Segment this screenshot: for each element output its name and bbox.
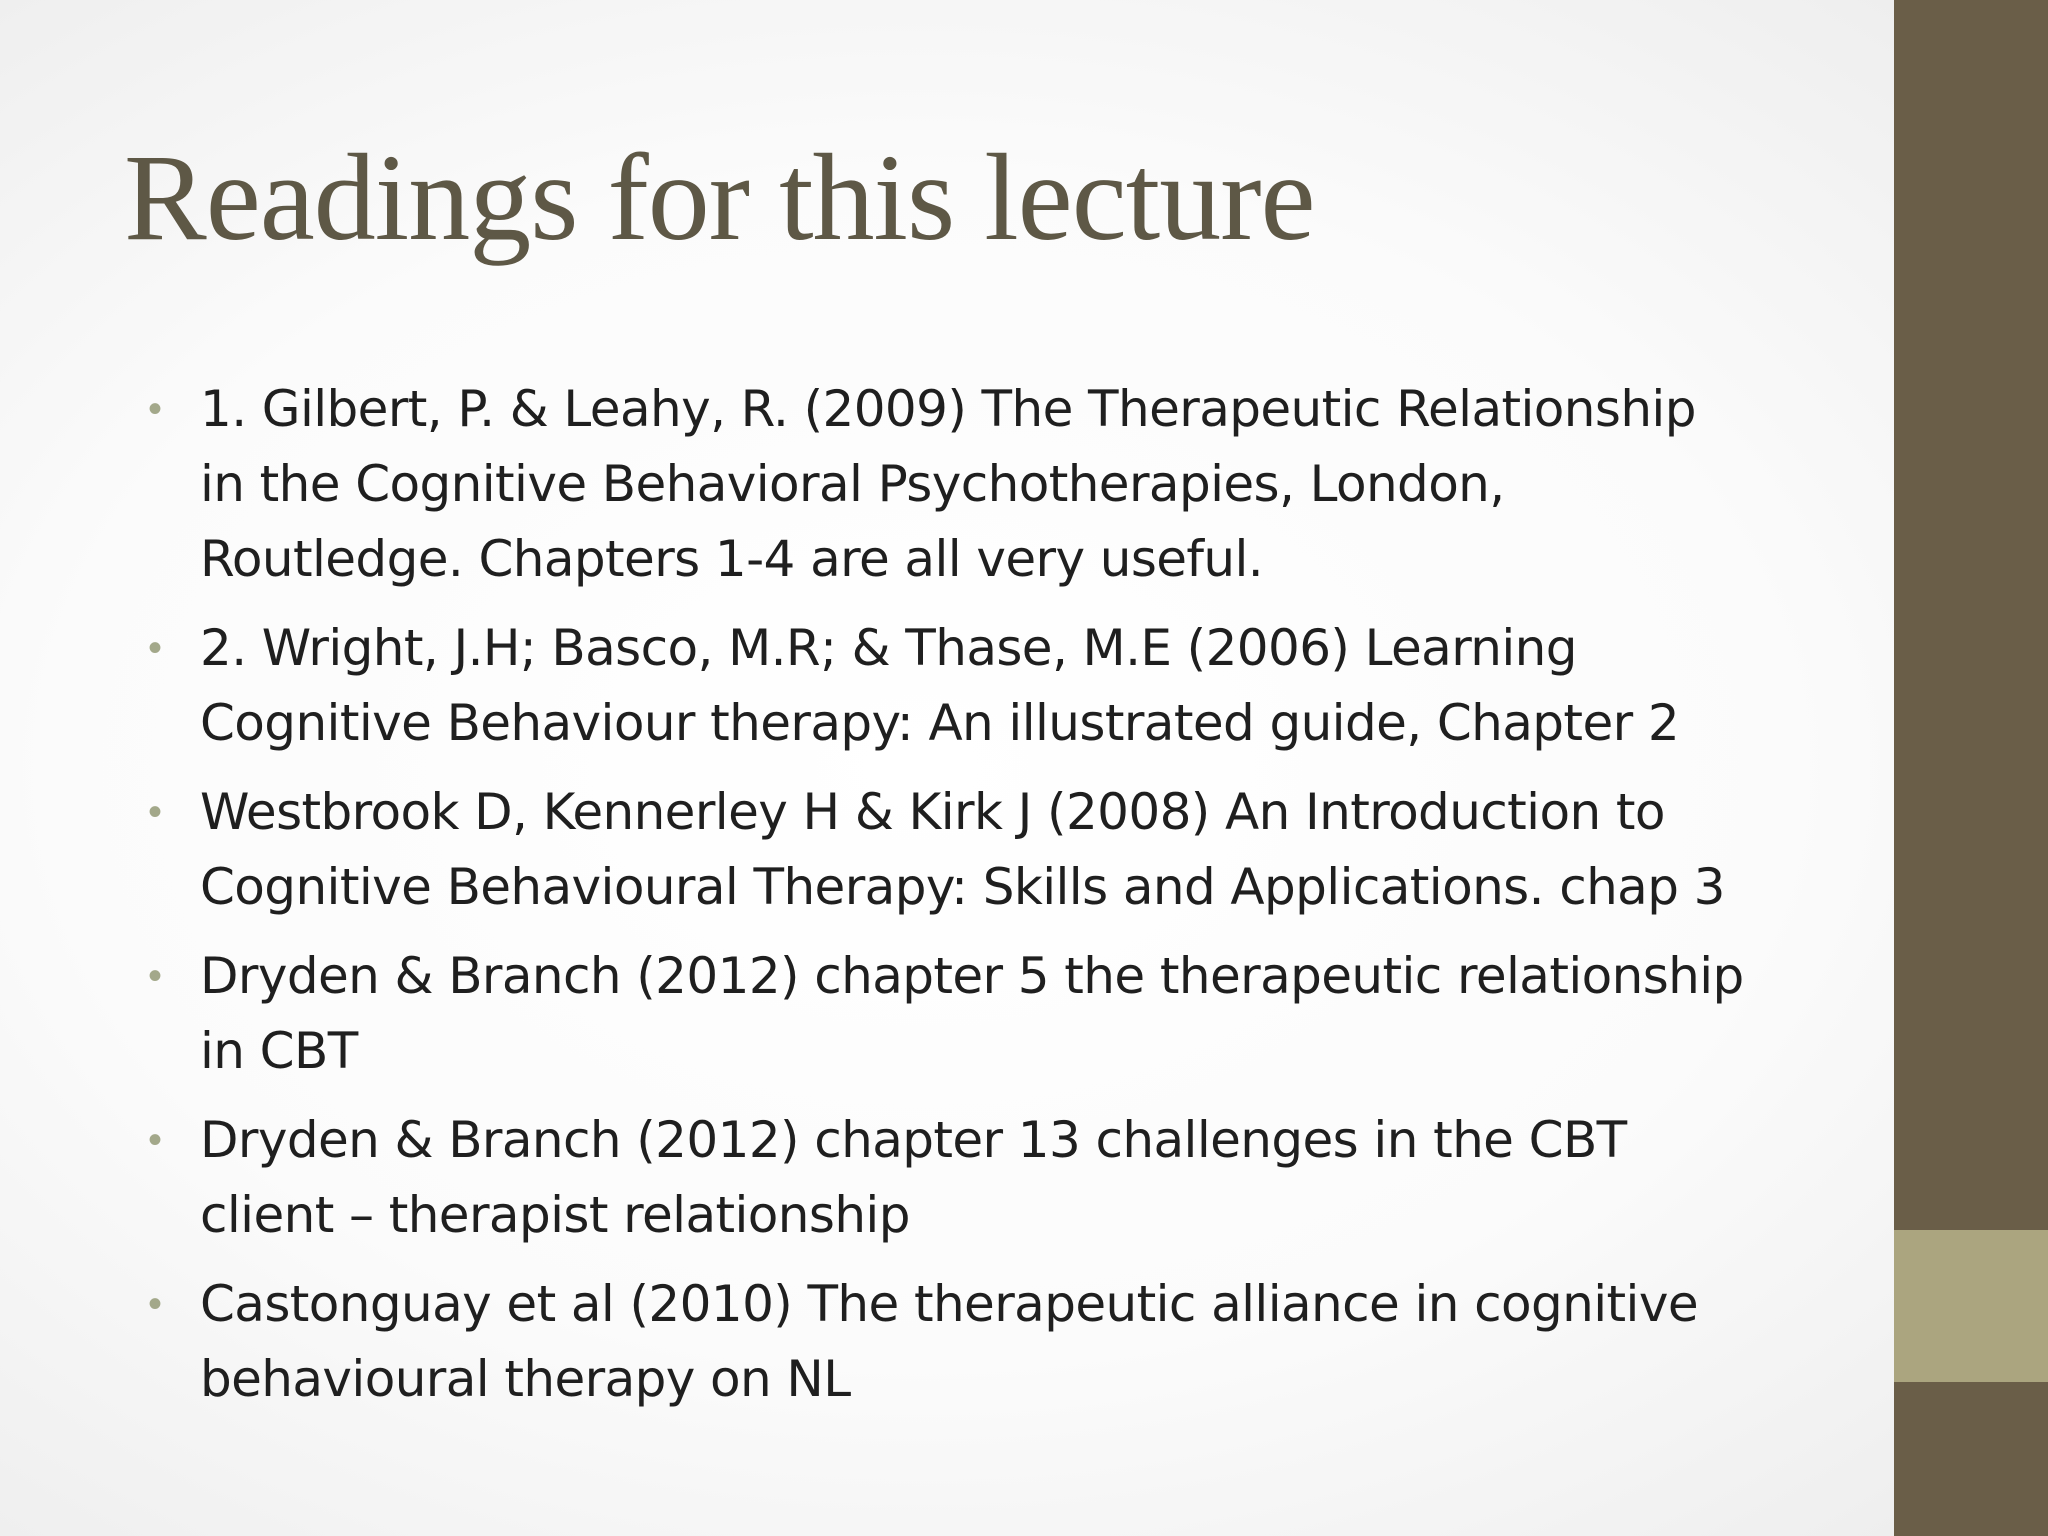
reading-wright-basco-thase: 2. Wright, J.H; Basco, M.R; & Thase, M.E (2006) Learning Cognitive Behaviour therapy: An illustrated guide, Chapter 2 (200, 619, 1680, 752)
reading-westbrook: Westbrook D, Kennerley H & Kirk J (2008) An Introduction to Cognitive Behavioural Therapy: Skills and Applications. chap 3 (200, 783, 1725, 916)
list-item (140, 939, 1800, 1089)
side-decor-bar (1894, 0, 2048, 1536)
reading-castonguay: Castonguay et al (2010) The therapeutic alliance in cognitive behavioural therapy on NL (200, 1275, 1698, 1408)
list-item (140, 775, 1800, 925)
list-item (140, 1267, 1800, 1417)
side-decor-accent (1894, 1230, 2048, 1382)
bullet-icon: • (148, 626, 163, 670)
list-item (140, 372, 1800, 597)
bullet-icon: • (148, 1118, 163, 1162)
reading-gilbert-leahy: 1. Gilbert, P. & Leahy, R. (2009) The Therapeutic Relationship in the Cognitive Behavioral Psychotherapies, London, Routledge. Chapters 1-4 are all very useful. (200, 380, 1696, 588)
bullet-icon: • (148, 954, 163, 998)
readings-list (140, 372, 1800, 1431)
slide-title: Readings for this lecture (124, 129, 1315, 266)
reading-dryden-branch-ch5: Dryden & Branch (2012) chapter 5 the therapeutic relationship in CBT (200, 947, 1744, 1080)
bullet-icon: • (148, 1282, 163, 1326)
bullet-icon: • (148, 790, 163, 834)
list-item (140, 611, 1800, 761)
list-item (140, 1103, 1800, 1253)
reading-dryden-branch-ch13: Dryden & Branch (2012) chapter 13 challenges in the CBT client – therapist relationship (200, 1111, 1627, 1244)
bullet-icon: • (148, 387, 163, 431)
